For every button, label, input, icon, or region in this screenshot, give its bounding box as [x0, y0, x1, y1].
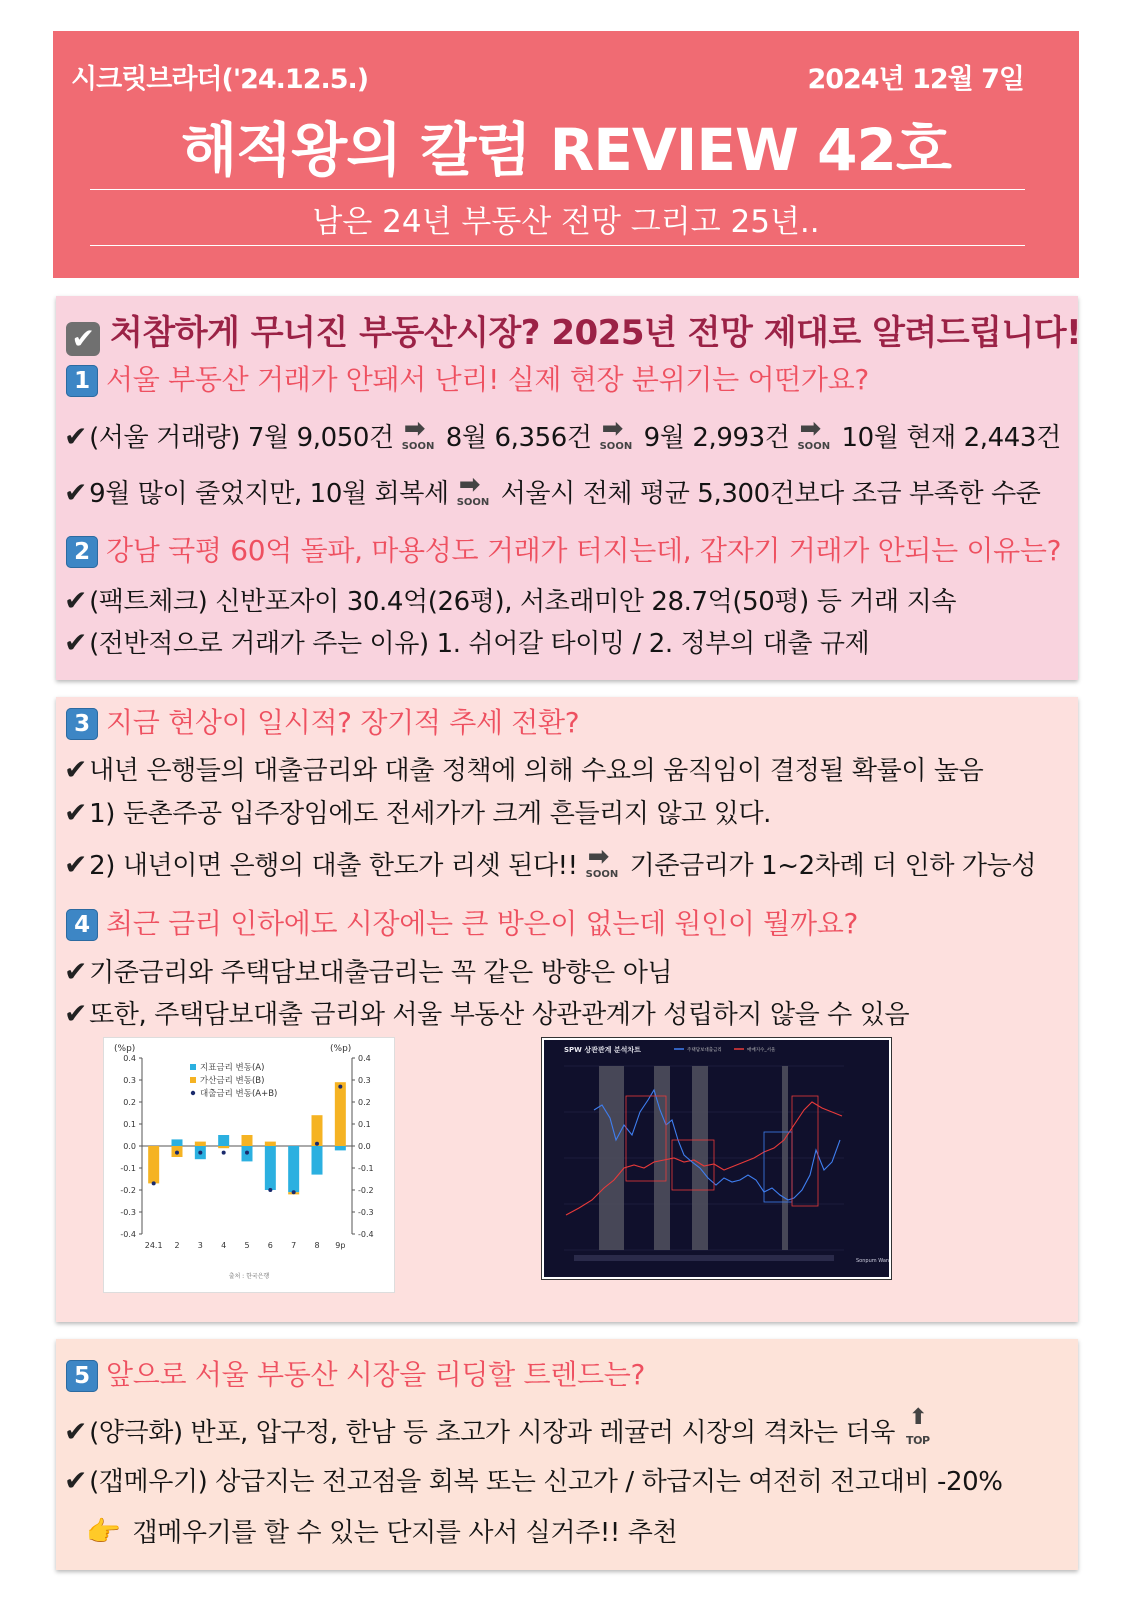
bar-indicator-rate: [288, 1146, 299, 1192]
point-loan-rate: [338, 1085, 342, 1089]
rate-change-chart-svg: [104, 1038, 394, 1292]
bullet-item: [64, 952, 672, 989]
bullet-item: [64, 581, 956, 618]
section-heading-1: [66, 358, 869, 398]
point-loan-rate: [268, 1188, 272, 1192]
bullet-item: [64, 793, 771, 830]
section-heading-text: 강남 국평 60억 돌파, 마용성도 거래가 터지는데, 갑자기 거래가 안되는 이유는?: [106, 534, 1062, 567]
section-heading-text: 지금 현상이 일시적? 장기적 추세 전환?: [106, 706, 580, 739]
y-tick-label-left: -0.4: [120, 1230, 136, 1239]
recommendation: [86, 1512, 677, 1549]
main-heading: [66, 305, 1081, 356]
bar-indicator-rate: [218, 1135, 229, 1146]
bullet-item: [64, 1405, 933, 1449]
x-tick-label: 8: [314, 1241, 320, 1250]
check-icon: ✔: [64, 1464, 88, 1497]
bullet-text: (갭메우기) 상급지는 전고점을 회복 또는 신고가 / 하급지는 여전히 전고대비 -20%: [89, 1467, 1003, 1497]
x-tick-label: 6: [267, 1241, 273, 1250]
scroll-track: [574, 1255, 834, 1261]
y-tick-label-right: 0.1: [358, 1120, 371, 1129]
x-tick-label: 24.1: [144, 1241, 163, 1250]
rate-change-chart: [103, 1037, 395, 1293]
point-loan-rate: [292, 1190, 296, 1194]
x-tick-label: 7: [291, 1241, 297, 1250]
bullet-text: 10월 현재 2,443건: [841, 423, 1061, 453]
y-tick-label-right: -0.1: [358, 1164, 374, 1173]
point-loan-rate: [222, 1151, 226, 1155]
panel-section-5: [56, 1339, 1078, 1570]
bullet-text: (서울 거래량) 7월 9,050건: [89, 423, 394, 453]
section-heading-text: 앞으로 서울 부동산 시장을 리딩할 트렌드는?: [106, 1358, 646, 1391]
y-tick-label-left: 0.2: [123, 1098, 136, 1107]
bar-spread-rate: [148, 1146, 159, 1183]
bullet-item: [64, 414, 1061, 454]
point-loan-rate: [175, 1151, 179, 1155]
bar-spread-rate: [265, 1142, 276, 1146]
bullet-text: 8월 6,356건: [445, 423, 592, 453]
bullet-text: 내년 은행들의 대출금리와 대출 정책에 의해 수요의 움직임이 결정될 확률이 높음: [89, 756, 984, 786]
checkbox-icon: ✔: [66, 322, 100, 356]
highlight-period: [654, 1066, 670, 1250]
number-5-icon: 5: [66, 1360, 98, 1392]
bar-spread-rate: [242, 1135, 253, 1146]
bar-indicator-rate: [265, 1146, 276, 1190]
soon-arrow-icon: ➡ SOON: [599, 414, 633, 452]
number-1-icon: 1: [66, 365, 98, 397]
pointing-hand-icon: 👉: [86, 1515, 121, 1548]
check-icon: ✔: [64, 997, 88, 1030]
y-tick-label-left: 0.0: [123, 1142, 136, 1151]
y-tick-label-left: -0.1: [120, 1164, 136, 1173]
main-heading-text: 처참하게 무너진 부동산시장? 2025년 전망 제대로 알려드립니다!: [110, 313, 1082, 353]
bullet-text: 2) 내년이면 은행의 대출 한도가 리셋 된다!!: [89, 851, 578, 881]
section-heading-4: [66, 902, 858, 942]
legend-label: 주택담보대출금리: [687, 1048, 722, 1053]
bar-spread-rate: [195, 1142, 206, 1146]
y-tick-label-right: 0.2: [358, 1098, 371, 1107]
correlation-chart-svg: [544, 1040, 889, 1277]
x-tick-label: 2: [174, 1241, 180, 1250]
y-tick-label-right: 0.0: [358, 1142, 371, 1151]
top-arrow-icon: ⬆ TOP: [905, 1405, 930, 1447]
bullet-text: 또한, 주택담보대출 금리와 서울 부동산 상관관계가 성립하지 않을 수 있음: [89, 1000, 910, 1030]
bullet-text: (양극화) 반포, 압구정, 한남 등 초고가 시장과 레귤러 시장의 격차는 더욱: [89, 1418, 895, 1448]
bar-spread-rate: [335, 1082, 346, 1146]
legend-swatch: [191, 1091, 195, 1095]
bar-indicator-rate: [172, 1139, 183, 1146]
bullet-text: 9월 많이 줄었지만, 10월 회복세: [89, 479, 449, 509]
check-icon: ✔: [64, 796, 88, 829]
point-loan-rate: [198, 1151, 202, 1155]
bullet-text: (팩트체크) 신반포자이 30.4억(26평), 서초래미안 28.7억(50평) 등 거래 지속: [89, 587, 957, 617]
section-heading-3: [66, 701, 579, 741]
check-icon: ✔: [64, 848, 88, 881]
bullet-item: [64, 623, 869, 660]
highlight-period: [599, 1066, 624, 1250]
chart-source: 출처 : 한국은행: [228, 1273, 270, 1280]
bullet-item: [64, 470, 1041, 510]
page-subtitle: 남은 24년 부동산 전망 그리고 25년..: [312, 204, 820, 240]
highlight-period: [692, 1066, 708, 1250]
section-heading-2: [66, 529, 1061, 569]
check-icon: ✔: [64, 420, 88, 453]
point-loan-rate: [245, 1151, 249, 1155]
check-icon: ✔: [64, 626, 88, 659]
page-title: 해적왕의 칼럼 REVIEW 42호: [181, 116, 951, 184]
header-banner: [53, 31, 1079, 278]
bullet-text: 서울시 전체 평균 5,300건보다 조금 부족한 수준: [500, 479, 1041, 509]
x-tick-label: 4: [221, 1241, 227, 1250]
number-3-icon: 3: [66, 708, 98, 740]
y-tick-label-right: -0.3: [358, 1208, 374, 1217]
panel-sections-3-4: [56, 697, 1078, 1322]
bar-spread-rate: [218, 1146, 229, 1148]
y-tick-label-left: -0.2: [120, 1186, 136, 1195]
soon-arrow-icon: ➡ SOON: [456, 470, 490, 508]
legend-swatch: [190, 1077, 196, 1083]
point-loan-rate: [152, 1181, 156, 1185]
divider: [90, 189, 1025, 190]
bullet-item: [64, 1461, 1003, 1498]
source-label: 시크릿브라더('24.12.5.): [71, 64, 369, 95]
y-tick-label-left: -0.3: [120, 1208, 136, 1217]
section-heading-text: 최근 금리 인하에도 시장에는 큰 방은이 없는데 원인이 뭘까요?: [106, 907, 859, 940]
legend-label: 가산금리 변동(B): [200, 1076, 265, 1086]
section-heading-5: [66, 1353, 645, 1393]
soon-arrow-icon: ➡ SOON: [585, 842, 619, 880]
check-icon: ✔: [64, 476, 88, 509]
bullet-item: [64, 750, 983, 787]
bullet-item: [64, 842, 1037, 882]
point-loan-rate: [315, 1142, 319, 1146]
bullet-text: 1) 둔촌주공 입주장임에도 전세가가 크게 흔들리지 않고 있다.: [89, 799, 772, 829]
legend-label: 지표금리 변동(A): [200, 1063, 265, 1073]
correlation-chart: [542, 1038, 891, 1279]
soon-arrow-icon: ➡ SOON: [797, 414, 831, 452]
number-4-icon: 4: [66, 909, 98, 941]
y-tick-label-right: 0.3: [358, 1076, 371, 1085]
chart-title: SPW 상관관계 분석차트: [564, 1046, 641, 1054]
x-tick-label: 9p: [335, 1241, 346, 1250]
bullet-item: [64, 994, 909, 1031]
y-axis-label-right: (%p): [330, 1044, 352, 1054]
legend-label: 대출금리 변동(A+B): [200, 1089, 278, 1099]
legend-swatch: [190, 1064, 196, 1070]
check-icon: ✔: [64, 955, 88, 988]
bullet-text: 기준금리와 주택담보대출금리는 꼭 같은 방향은 아님: [89, 958, 673, 988]
number-2-icon: 2: [66, 536, 98, 568]
y-tick-label-right: -0.4: [358, 1230, 374, 1239]
divider: [90, 245, 1025, 246]
check-icon: ✔: [64, 1415, 88, 1448]
soon-arrow-icon: ➡ SOON: [401, 414, 435, 452]
bullet-text: (전반적으로 거래가 주는 이유) 1. 쉬어갈 타이밍 / 2. 정부의 대출 규제: [89, 629, 870, 659]
chart-logo: Sonpum Wang: [856, 1258, 889, 1264]
y-tick-label-right: 0.4: [358, 1054, 371, 1063]
bar-indicator-rate: [335, 1146, 346, 1150]
panel-sections-1-2: [56, 296, 1082, 680]
y-tick-label-left: 0.1: [123, 1120, 136, 1129]
x-tick-label: 3: [197, 1241, 203, 1250]
highlight-period: [782, 1066, 788, 1250]
check-icon: ✔: [64, 753, 88, 786]
bar-spread-rate: [312, 1115, 323, 1146]
y-tick-label-left: 0.4: [123, 1054, 136, 1063]
date-label: 2024년 12월 7일: [807, 64, 1024, 95]
chart-background: [544, 1040, 889, 1277]
bullet-text: 기준금리가 1~2차례 더 인하 가능성: [629, 851, 1037, 881]
check-icon: ✔: [64, 584, 88, 617]
y-tick-label-left: 0.3: [123, 1076, 136, 1085]
legend-label: 매매지수_서울: [747, 1048, 776, 1053]
recommendation-text: 갭메우기를 할 수 있는 단지를 사서 실거주!! 추천: [132, 1518, 678, 1548]
x-tick-label: 5: [244, 1241, 250, 1250]
section-heading-text: 서울 부동산 거래가 안돼서 난리! 실제 현장 분위기는 어떤가요?: [106, 363, 869, 396]
y-axis-label-left: (%p): [114, 1044, 136, 1054]
bar-indicator-rate: [312, 1146, 323, 1175]
y-tick-label-right: -0.2: [358, 1186, 374, 1195]
bullet-text: 9월 2,993건: [643, 423, 790, 453]
